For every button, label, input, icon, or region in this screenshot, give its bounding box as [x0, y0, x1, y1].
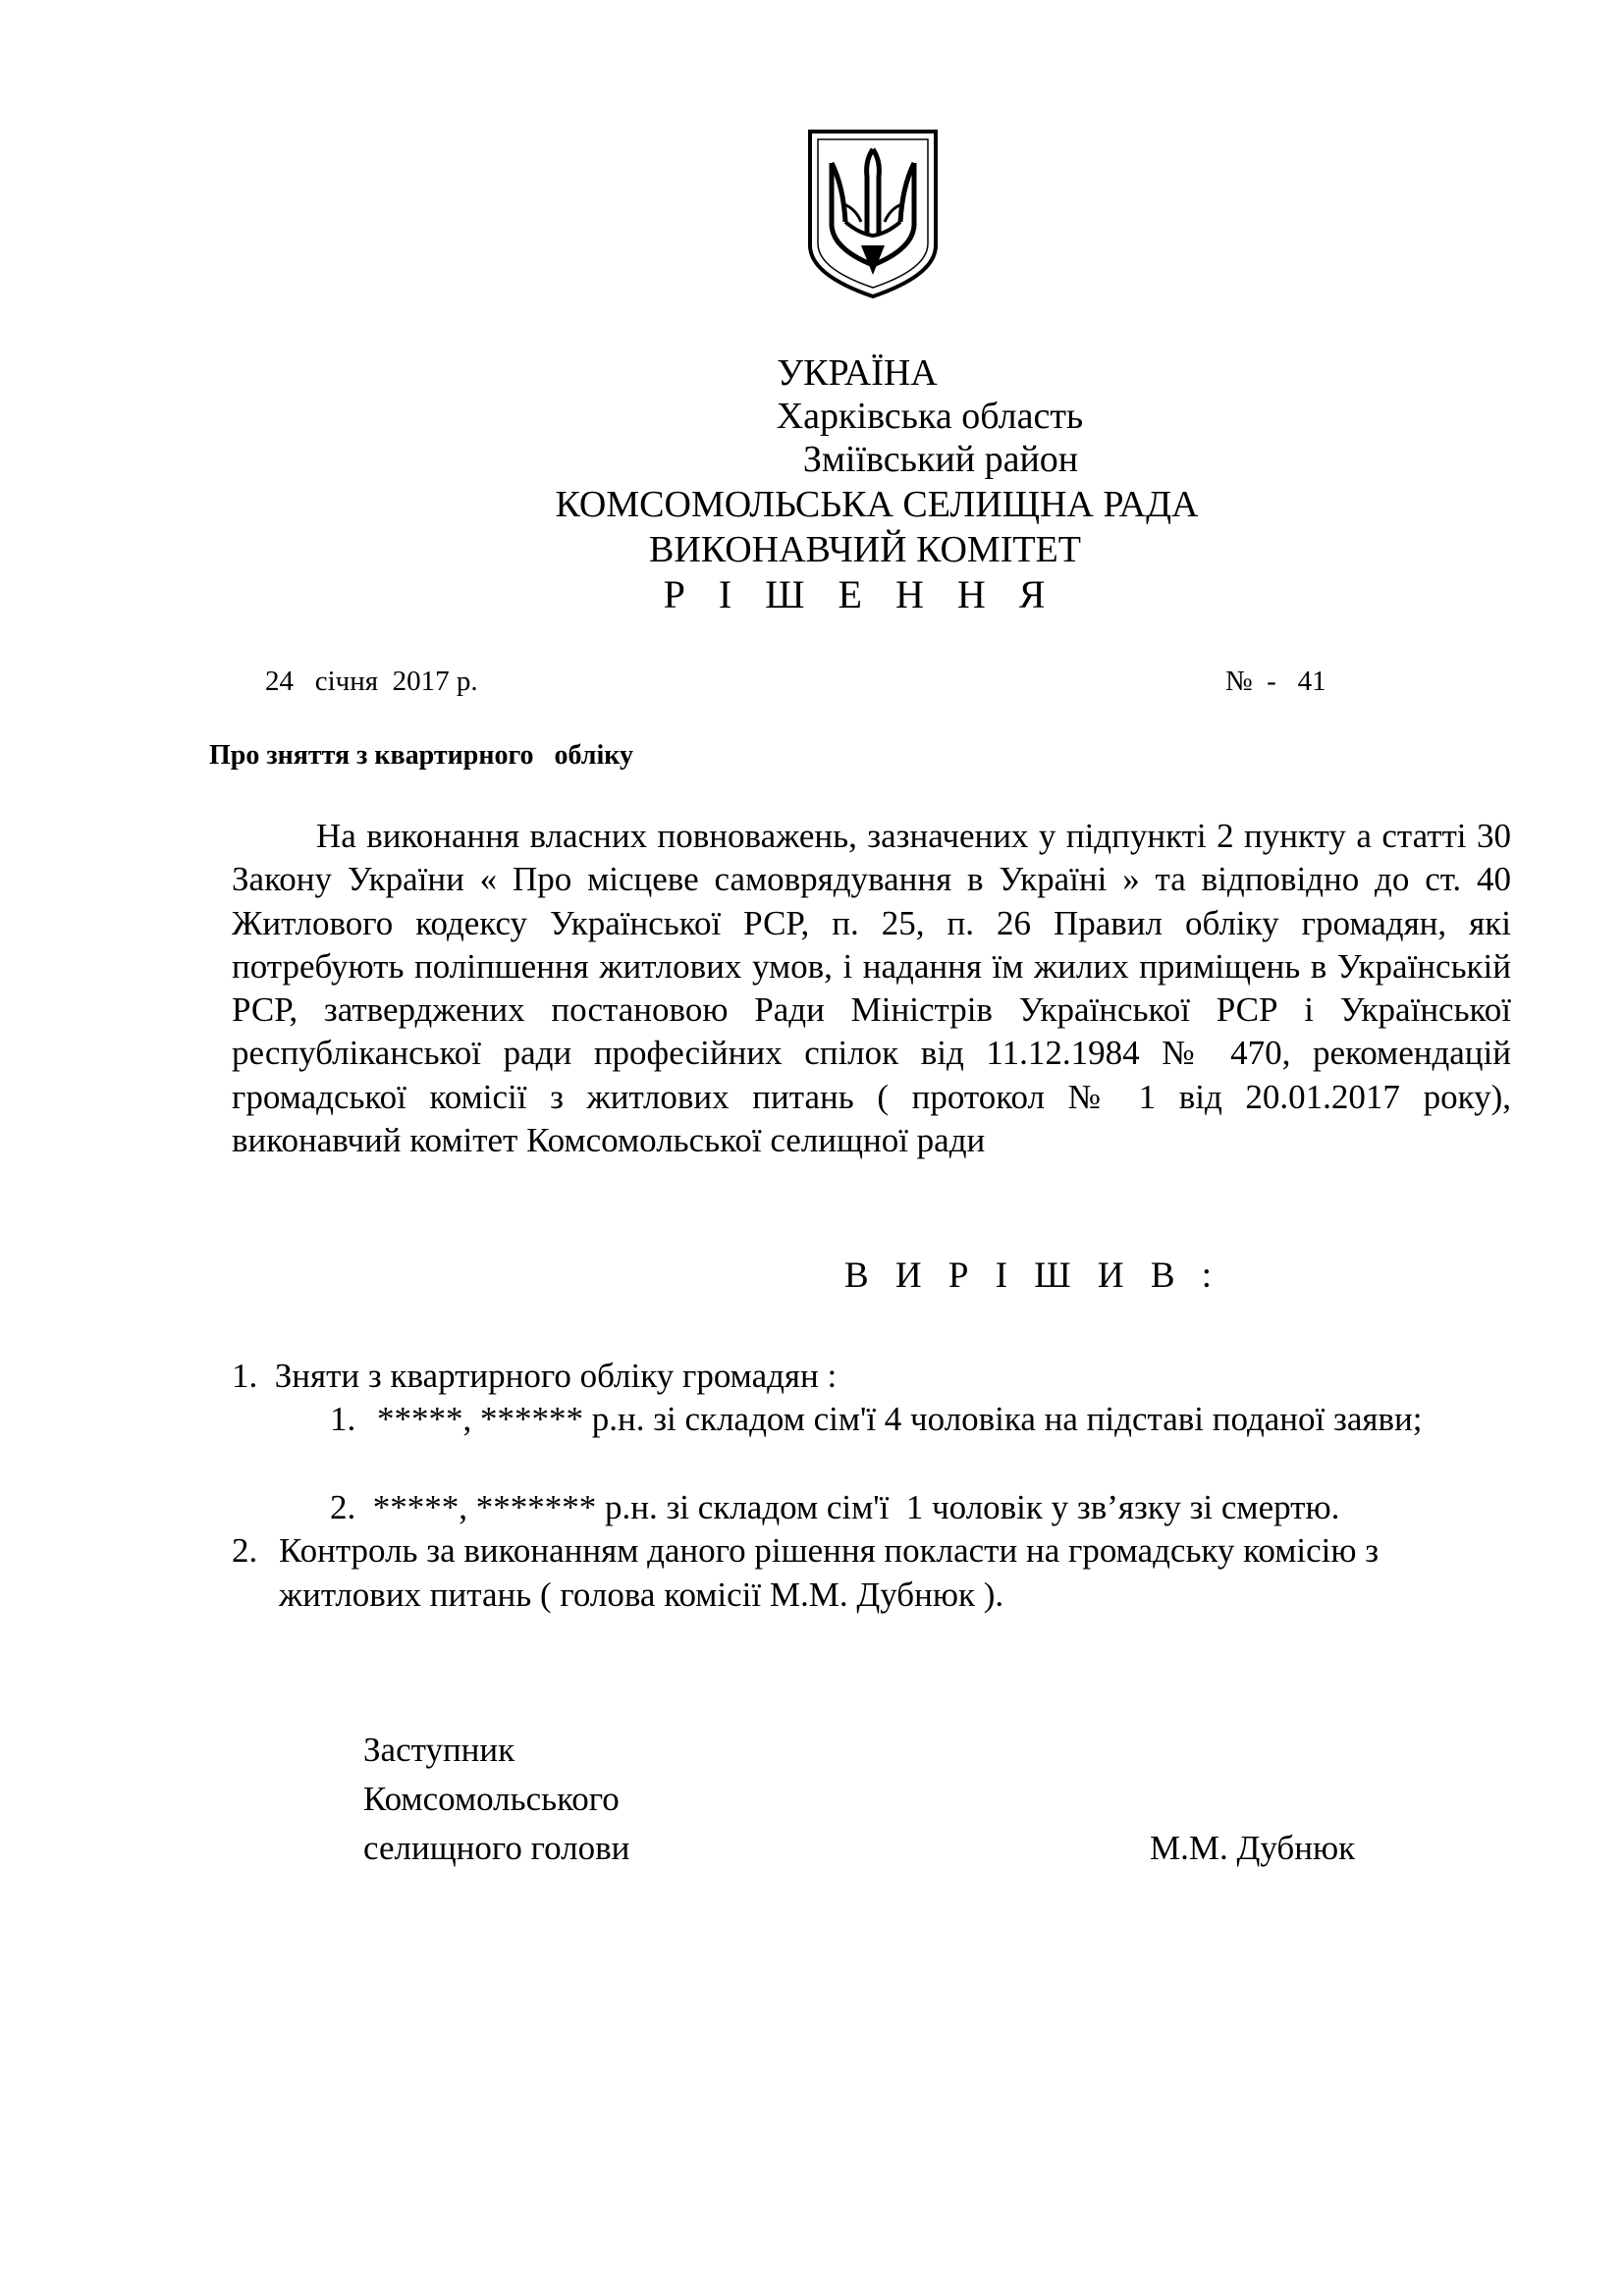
- document-number: № - 41: [1225, 666, 1326, 697]
- decision-subitem-1-number: 1.: [330, 1400, 356, 1438]
- document-subject: Про зняття з квартирного обліку: [209, 740, 634, 771]
- committee-heading: ВИКОНАВЧИЙ КОМІТЕТ: [649, 529, 1081, 570]
- decision-subitem-2-text: *****, ******* р.н. зі складом сім'ї 1 чоловік у зв’язку зі смертю.: [372, 1488, 1340, 1526]
- preamble-text: На виконання власних повноважень, зазначених у підпункті 2 пункту а статті 30 Закону України « Про місцеве самоврядування в Україні » та відповідно до ст. 40 Житлового кодексу Української РСР, п. 25, п. 26 Правил обліку громадян, які потребують поліпшення житлових умов, і надання їм жилих приміщень в Українській РСР, затверджених постановою Ради Міністрів Української РСР і Української республіканської ради професійних спілок від 11.12.1984 № 470, рекомендацій громадської комісії з житлових питань ( протокол № 1 від 20.01.2017 року), виконавчий комітет Комсомольської селищної ради: [232, 817, 1511, 1160]
- preamble: [232, 815, 1511, 1162]
- signatory-title-line-2: Комсомольського: [363, 1780, 620, 1818]
- decision-subitem-1-text: *****, ****** р.н. зі складом сім'ї 4 чоловіка на підставі поданої заяви;: [377, 1400, 1423, 1438]
- decision-item-2-text: Контроль за виконанням даного рішення покласти на громадську комісію з житлових питань ( голова комісії М.М. Дубнюк ).: [279, 1531, 1380, 1614]
- district-heading: Зміївський район: [802, 439, 1079, 480]
- council-heading: КОМСОМОЛЬСЬКА СЕЛИЩНА РАДА: [555, 484, 1199, 525]
- document-type-heading: Р І Ш Е Н Н Я: [663, 572, 1057, 616]
- decision-item-1-number: 1.: [232, 1357, 258, 1395]
- decision-subitem-1: [330, 1398, 1507, 1442]
- decision-subitem-2-number: 2.: [330, 1488, 356, 1526]
- decision-item-1: [232, 1355, 837, 1399]
- region-heading: Харківська область: [776, 396, 1084, 437]
- decision-subitem-2: [330, 1486, 1339, 1530]
- decided-heading: В И Р І Ш И В :: [844, 1255, 1221, 1296]
- document-date: 24 січня 2017 р.: [265, 666, 478, 697]
- signatory-title-line-3: селищного голови: [363, 1829, 630, 1867]
- coat-of-arms-icon: [804, 128, 942, 299]
- decision-item-2: [232, 1529, 1507, 1617]
- signatory-title: [363, 1726, 629, 1873]
- signatory-title-line-1: Заступник: [363, 1731, 515, 1769]
- decision-item-2-number: 2.: [232, 1531, 258, 1570]
- signatory-name: М.М. Дубнюк: [1150, 1829, 1356, 1867]
- decision-item-1-text: Зняти з квартирного обліку громадян :: [274, 1357, 838, 1395]
- country-heading: УКРАЇНА: [777, 352, 938, 394]
